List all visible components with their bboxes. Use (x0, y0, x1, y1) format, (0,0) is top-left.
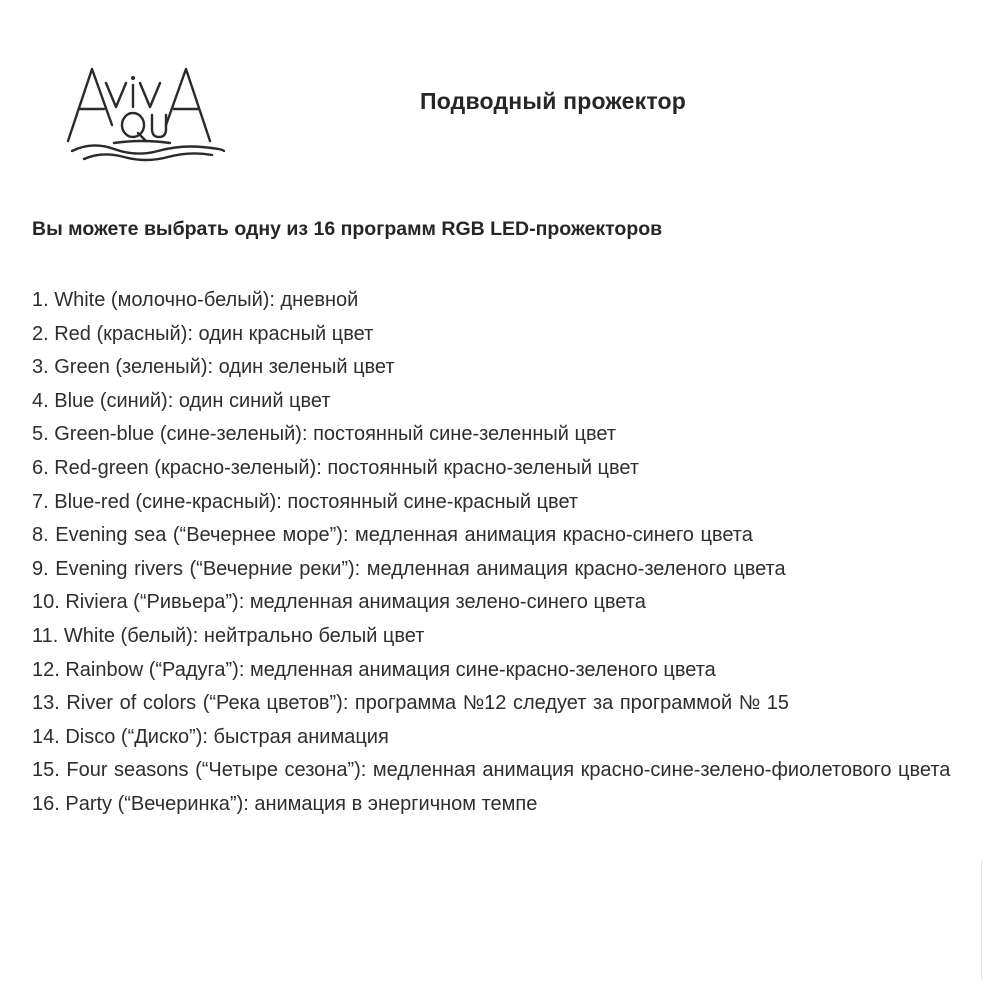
program-item-15: 15. Four seasons (“Четыре сезона”): медленная анимация красно-сине-зелено-фиолетового цвета (32, 759, 951, 782)
intro-heading: Вы можете выбрать одну из 16 программ RGB LED-прожекторов (32, 218, 663, 240)
program-item-2: 2. Red (красный): один красный цвет (32, 322, 374, 345)
program-item-3: 3. Green (зеленый): один зеленый цвет (32, 356, 395, 379)
program-item-11: 11. White (белый): нейтрально белый цвет (32, 624, 425, 647)
program-item-1: 1. White (молочно-белый): дневной (32, 289, 359, 311)
program-item-13: 13. River of colors (“Река цветов”): программа №12 следует за программой № 15 (32, 692, 790, 715)
program-item-10: 10. Riviera (“Ривьера”): медленная анимация зелено-синего цвета (32, 591, 646, 614)
program-item-7: 7. Blue-red (сине-красный): постоянный сине-красный цвет (32, 490, 579, 513)
program-item-12: 12. Rainbow (“Радуга”): медленная анимация сине-красно-зеленого цвета (32, 658, 716, 681)
program-item-9: 9. Evening rivers (“Вечерние реки”): медленная анимация красно-зеленого цвета (32, 557, 786, 580)
program-item-8: 8. Evening sea (“Вечернее море”): медленная анимация красно-синего цвета (32, 524, 753, 547)
program-item-4: 4. Blue (синий): один синий цвет (32, 389, 331, 412)
program-item-6: 6. Red-green (красно-зеленый): постоянный красно-зеленый цвет (32, 456, 640, 479)
aviva-aqua-logo (62, 55, 232, 165)
program-item-14: 14. Disco (“Диско”): быстрая анимация (32, 725, 389, 748)
page-edge-line (981, 860, 982, 980)
program-item-16: 16. Party (“Вечеринка”): анимация в энергичном темпе (32, 792, 538, 815)
program-item-5: 5. Green-blue (сине-зеленый): постоянный сине-зеленный цвет (32, 423, 616, 446)
page-title: Подводный прожектор (420, 88, 686, 114)
program-list (32, 284, 962, 822)
